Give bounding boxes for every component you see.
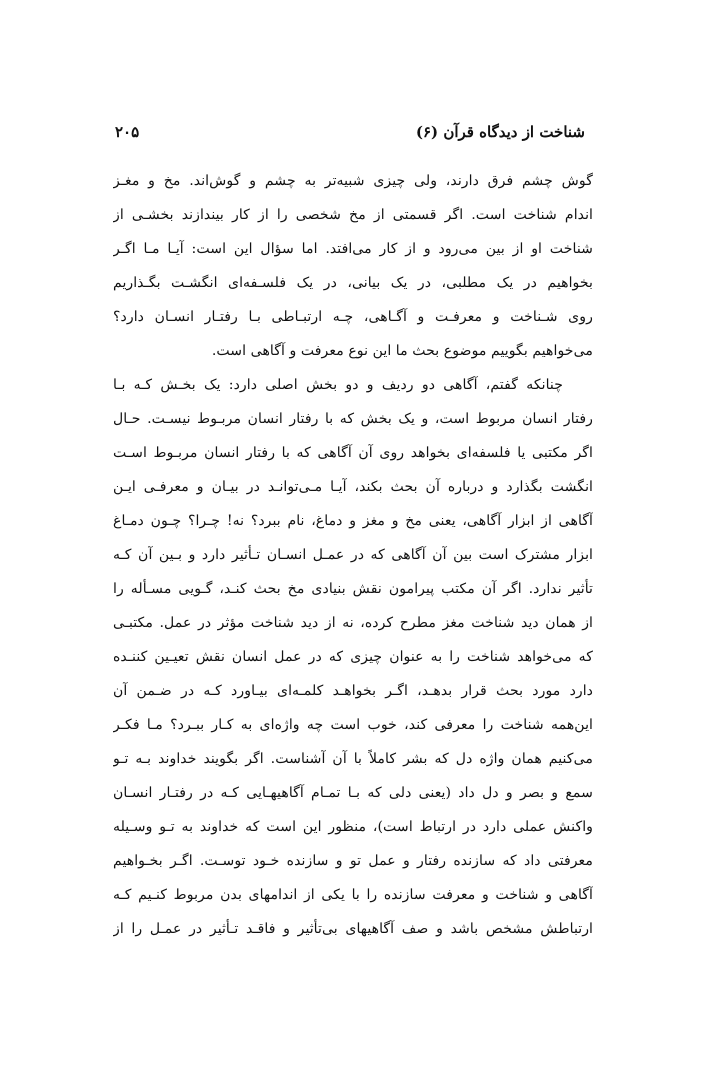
text-line: این‌همه شناخت را معرفی کند، خوب است چه واژه‌ای به کـار ببـرد؟ مـا فکـر	[113, 717, 593, 733]
text-line: شناخت او از بین می‌رود و از کار می‌افتد. اما سؤال این است: آیـا مـا اگـر	[113, 241, 593, 257]
text-line: از همان دید شناخت مغز مطرح کرده، نه از دید شناخت مؤثر در عمل. مکتبـی	[113, 615, 593, 631]
running-title: شناخت از دیدگاه قرآن (۶)	[415, 123, 585, 141]
text-line: بخواهیم در یک مطلبی، در یک بیانی، در یک فلسـفه‌ای انگشـت بگـذاریم	[113, 275, 593, 291]
text-line: چنانکه گفتم، آگاهی دو ردیف و دو بخش اصلی دارد: یک بخـش کـه بـا	[113, 377, 563, 393]
text-line: تأثیر ندارد. اگر آن مکتب پیرامون نقش بنیادی مخ بحث کنـد، گـویی مسـأله را	[113, 581, 593, 597]
text-line: ابزار مشترک است بین آن آگاهی که در عمـل انسـان تـأثیر دارد و بـین آن کـه	[113, 547, 593, 563]
text-line: آگاهی و شناخت و معرفت سازنده را با یکی از اندامهای بدن مربوط کنـیم کـه	[113, 887, 593, 903]
text-line: که می‌خواهد شناخت را به عنوان چیزی که در عمل انسان نقش تعیـین کننـده	[113, 649, 593, 665]
text-line: اگر مکتبی یا فلسفه‌ای بخواهد روی آن آگاهی که با رفتار انسان مربـوط اسـت	[113, 445, 593, 461]
text-line: معرفتی داد که سازنده رفتار و عمل تو و سازنده خـود توسـت. اگـر بخـواهیم	[113, 853, 593, 869]
page-number: ۲۰۵	[115, 123, 140, 141]
text-line: انگشت بگذارد و درباره آن بحث بکند، آیـا مـی‌توانـد در بیـان و معرفـی ایـن	[113, 479, 593, 495]
text-line: آگاهی از ابزار آگاهی، یعنی مخ و مغز و دماغ، نام ببرد؟ نه! چـرا؟ چـون دمـاغ	[113, 513, 593, 529]
body-text	[113, 164, 593, 946]
text-line: گوش چشم فرق دارند، ولی چیزی شبیه‌تر به چشم و گوش‌اند. مخ و مغـز	[113, 173, 593, 189]
page-header	[115, 118, 585, 146]
text-line: دارد مورد بحث قرار بدهـد، اگـر بخواهـد کلمـه‌ای بیـاورد کـه در ضـمن آن	[113, 683, 593, 699]
text-line: می‌کنیم همان واژه دل که بشر کاملاً با آن آشناست. اگر بگویند خداوند بـه تـو	[113, 751, 593, 767]
text-line: سمع و بصر و دل داد (یعنی دلی که بـا تمـام آگاهیهـایی کـه در رفتـار انسـان	[113, 785, 593, 801]
text-line: واکنش عملی دارد در ارتباط است)، منظور این است که خداوند به تـو وسـیله	[113, 819, 593, 835]
text-line: ارتباطش مشخص باشد و صف آگاهیهای بی‌تأثیر و فاقـد تـأثیر در عمـل را از	[113, 921, 593, 937]
text-line: روی شـناخت و معرفـت و آگـاهی، چـه ارتبـاطی بـا رفتـار انسـان دارد؟	[113, 309, 593, 325]
text-line: رفتار انسان مربوط است، و یک بخش که با رفتار انسان مربـوط نیسـت. حـال	[113, 411, 593, 427]
text-line: می‌خواهیم بگوییم موضوع بحث ما این نوع معرفت و آگاهی است.	[211, 343, 593, 359]
text-line: اندام شناخت است. اگر قسمتی از مخ شخصی را از کار بیندازند بخشـی از	[113, 207, 593, 223]
